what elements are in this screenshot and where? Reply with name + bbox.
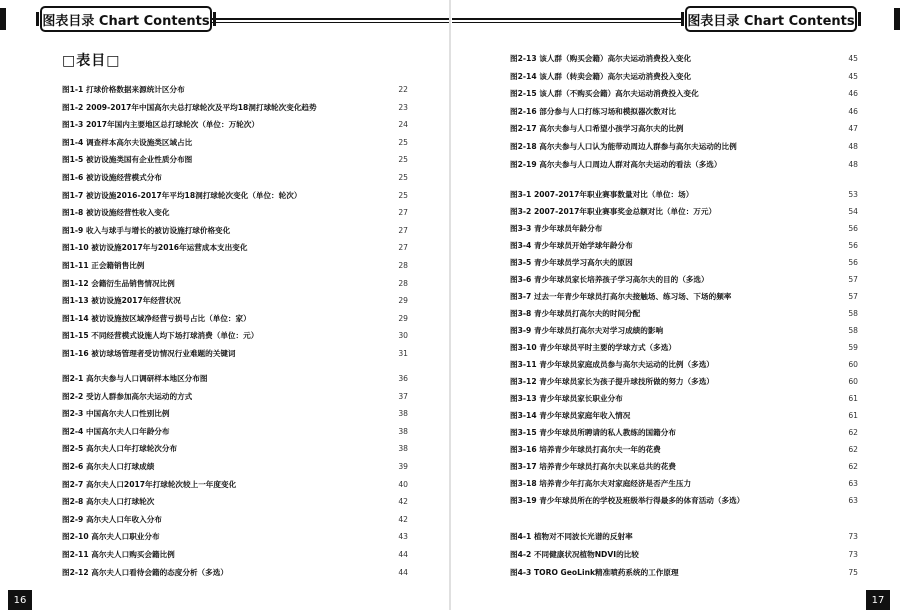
toc-entry-title: 图2-1 高尔夫参与人口调研样本地区分布图	[62, 374, 208, 383]
toc-entry[interactable]	[510, 460, 858, 474]
toc-entry-page: 25	[398, 137, 408, 147]
toc-entry-title: 图1-4 调查样本高尔夫设施类区域占比	[62, 137, 193, 147]
toc-entry-title: 图2-12 高尔夫人口看待会籍的态度分析（多选）	[62, 567, 228, 577]
toc-entry-title: 图3-19 青少年球员所在的学校及班级举行得最多的体育活动（多选）	[510, 496, 745, 505]
toc-entry-title: 图2-15 该人群（不购买会籍）高尔夫运动消费投入变化	[510, 89, 699, 99]
toc-entry-title: 图1-6 被访设施经营模式分布	[62, 173, 162, 182]
toc-entry[interactable]	[510, 290, 858, 304]
toc-entry-title: 图1-1 打球价格数据来源统计区分布	[62, 85, 185, 94]
toc-entry-title: 图2-17 高尔夫参与人口希望小孩学习高尔夫的比例	[510, 124, 684, 134]
toc-entry[interactable]	[510, 409, 858, 423]
toc-entry-title: 图1-7 被访设施2016-2017年平均18洞打球轮次变化（单位：轮次）	[62, 190, 302, 200]
toc-entry-title: 图3-8 青少年球员打高尔夫的时间分配	[510, 309, 641, 318]
toc-entry-title: 图4-1 植物对不同波长光谱的反射率	[510, 532, 633, 541]
toc-entry[interactable]	[510, 443, 858, 457]
toc-entry-page: 60	[848, 377, 858, 386]
header-rule-right-thin	[452, 22, 684, 23]
toc-entry-title: 图1-13 被访设施2017年经营状况	[62, 296, 181, 306]
toc-entry-title: 图1-5 被访设施类国有企业性质分布图	[62, 155, 193, 165]
toc-entry[interactable]	[510, 256, 858, 270]
toc-entry[interactable]	[62, 372, 408, 386]
toc-entry-page: 73	[848, 532, 858, 541]
toc-entry-page: 37	[398, 391, 408, 401]
toc-entry[interactable]	[510, 307, 858, 321]
header-corner-right	[894, 8, 900, 30]
toc-entry[interactable]	[62, 101, 408, 115]
toc-entry[interactable]	[510, 273, 858, 287]
toc-entry-title: 图1-8 被访设施经营性收入变化	[62, 208, 170, 218]
toc-entry-title: 图3-3 青少年球员年龄分布	[510, 224, 603, 233]
toc-entry-title: 图3-17 培养青少年球员打高尔夫以来总共的花费	[510, 462, 676, 471]
header-banner-right: 图表目录 Chart Contents	[685, 6, 857, 32]
toc-entry-title: 图1-15 不同经营模式设施人均下场打球消费（单位：元）	[62, 331, 259, 341]
toc-entry-page: 38	[398, 426, 408, 436]
toc-entry-title: 图2-3 中国高尔夫人口性别比例	[62, 409, 170, 419]
toc-entry-page: 27	[398, 243, 408, 253]
toc-entry-title: 图3-1 2007-2017年职业赛事数量对比（单位：场）	[510, 190, 694, 199]
toc-entry-page: 38	[398, 444, 408, 454]
toc-entry[interactable]	[510, 392, 858, 406]
toc-entry-page: 47	[848, 124, 858, 134]
toc-entry[interactable]	[510, 188, 858, 202]
toc-entry[interactable]	[62, 83, 408, 97]
toc-entry-title: 图4-3 TORO GeoLink精准喷药系统的工作原理	[510, 568, 679, 577]
toc-entry[interactable]	[510, 105, 858, 119]
toc-entry-page: 29	[398, 313, 408, 323]
header-corner-left	[0, 8, 6, 30]
toc-entry-title: 图2-9 高尔夫人口年收入分布	[62, 514, 162, 524]
toc-entry[interactable]	[62, 224, 408, 238]
toc-entry-title: 图1-12 会籍衍生品销售情况比例	[62, 278, 175, 288]
toc-entry-page: 61	[848, 411, 858, 420]
toc-entry-page: 27	[398, 225, 408, 235]
toc-entry[interactable]	[62, 442, 408, 456]
toc-entry-page: 22	[398, 85, 408, 94]
toc-entry-title: 图3-9 青少年球员打高尔夫对学习成绩的影响	[510, 326, 664, 335]
toc-entry-page: 56	[848, 258, 858, 267]
toc-entry-page: 25	[398, 173, 408, 182]
toc-entry-title: 图1-9 收入与球手与增长的被访设施打球价格变化	[62, 225, 231, 235]
toc-entry-page: 56	[848, 224, 858, 233]
toc-entry-title: 图3-5 青少年球员学习高尔夫的原因	[510, 258, 633, 267]
toc-entry[interactable]	[62, 259, 408, 273]
toc-entry-title: 图2-8 高尔夫人口打球轮次	[62, 497, 155, 507]
toc-entry-page: 39	[398, 462, 408, 471]
toc-entry[interactable]	[62, 171, 408, 185]
toc-entry[interactable]	[62, 390, 408, 404]
toc-entry-title: 图2-7 高尔夫人口2017年打球轮次较上一年度变化	[62, 479, 237, 489]
toc-entry-page: 54	[848, 207, 858, 216]
toc-entry-page: 75	[848, 568, 858, 577]
toc-entry[interactable]	[62, 566, 408, 580]
toc-entry-page: 23	[398, 102, 408, 112]
toc-entry[interactable]	[510, 358, 858, 372]
toc-entry-page: 57	[848, 292, 858, 301]
toc-entry[interactable]	[62, 460, 408, 474]
toc-entry-title: 图1-3 2017年国内主要地区总打球轮次（单位：万轮次）	[62, 120, 259, 130]
toc-entry-title: 图3-4 青少年球员开始学球年龄分布	[510, 241, 633, 250]
toc-entry-page: 62	[848, 462, 858, 471]
toc-entry-page: 62	[848, 445, 858, 454]
toc-entry-title: 图2-2 受访人群参加高尔夫运动的方式	[62, 391, 193, 401]
toc-entry[interactable]	[510, 52, 858, 66]
toc-entry-title: 图3-7 过去一年青少年球员打高尔夫接触场、练习场、下场的频率	[510, 292, 732, 301]
page-number-right: 17	[866, 590, 890, 610]
toc-entry[interactable]	[62, 347, 408, 361]
toc-entry-title: 图1-14 被访设施按区域净经营亏损号占比（单位：家）	[62, 313, 251, 323]
toc-entry-title: 图1-10 被访设施2017年与2016年运营成本支出变化	[62, 243, 248, 253]
toc-entry[interactable]	[62, 329, 408, 343]
toc-entry[interactable]	[62, 136, 408, 150]
toc-entry[interactable]	[62, 478, 408, 492]
toc-entry[interactable]	[510, 548, 858, 562]
toc-entry-page: 28	[398, 261, 408, 270]
toc-entry[interactable]	[510, 477, 858, 491]
toc-entry[interactable]	[62, 407, 408, 421]
toc-entry[interactable]	[62, 277, 408, 291]
toc-entry-title: 图2-11 高尔夫人口购买会籍比例	[62, 550, 175, 559]
toc-entry-page: 44	[398, 550, 408, 559]
toc-entry-page: 60	[848, 360, 858, 369]
toc-entry-page: 48	[848, 142, 858, 151]
toc-entry-title: 图2-13 该人群（购买会籍）高尔夫运动消费投入变化	[510, 54, 692, 63]
page-title: □表目□	[62, 53, 121, 69]
toc-entry[interactable]	[510, 426, 858, 440]
toc-entry-page: 45	[848, 71, 858, 81]
toc-entry[interactable]	[510, 222, 858, 236]
toc-entry[interactable]	[62, 495, 408, 509]
toc-entry[interactable]	[62, 206, 408, 220]
toc-entry-page: 29	[398, 296, 408, 306]
toc-entry-page: 24	[398, 120, 408, 130]
toc-entry[interactable]	[62, 118, 408, 132]
toc-entry-page: 57	[848, 275, 858, 284]
toc-entry-title: 图3-16 培养青少年球员打高尔夫一年的花费	[510, 445, 661, 454]
toc-entry-page: 28	[398, 278, 408, 288]
toc-entry-page: 43	[398, 532, 408, 542]
toc-entry-page: 44	[398, 567, 408, 577]
toc-entry[interactable]	[62, 548, 408, 562]
toc-entry-title: 图3-18 培养青少年打高尔夫对家庭经济是否产生压力	[510, 479, 692, 488]
toc-entry-title: 图4-2 不同健康状况植物NDVI的比较	[510, 550, 639, 559]
toc-entry[interactable]	[510, 494, 858, 508]
toc-entry-page: 40	[398, 479, 408, 489]
toc-entry[interactable]	[510, 205, 858, 219]
toc-entry-title: 图2-6 高尔夫人口打球成绩	[62, 462, 155, 471]
header-rule-left	[212, 18, 449, 20]
toc-entry-page: 42	[398, 497, 408, 507]
toc-entry[interactable]	[510, 70, 858, 84]
toc-entry-page: 25	[398, 190, 408, 200]
toc-entry-title: 图3-12 青少年球员家长为孩子提升球技所做的努力（多选）	[510, 377, 714, 386]
toc-entry-page: 58	[848, 326, 858, 335]
page-fold	[449, 0, 451, 610]
toc-entry-title: 图1-16 被访球场管理者受访情况行业难题的关键词	[62, 349, 236, 358]
toc-entry-title: 图2-10 高尔夫人口职业分布	[62, 532, 160, 542]
toc-entry[interactable]	[510, 375, 858, 389]
toc-entry[interactable]	[510, 530, 858, 544]
toc-entry-title: 图2-16 部分参与人口打练习场和模拟器次数对比	[510, 106, 676, 116]
toc-entry-page: 56	[848, 241, 858, 250]
toc-entry-page: 53	[848, 190, 858, 199]
toc-entry-page: 46	[848, 106, 858, 116]
toc-entry-title: 图2-4 中国高尔夫人口年龄分布	[62, 426, 170, 436]
header-rule-right	[452, 18, 684, 20]
toc-entry[interactable]	[510, 87, 858, 101]
toc-entry-page: 61	[848, 394, 858, 403]
toc-entry-page: 48	[848, 159, 858, 169]
header-banner-left: 图表目录 Chart Contents	[40, 6, 212, 32]
toc-entry-page: 36	[398, 374, 408, 383]
toc-entry-title: 图3-13 青少年球员家长职业分布	[510, 394, 623, 403]
toc-entry[interactable]	[62, 189, 408, 203]
toc-entry-page: 73	[848, 550, 858, 559]
toc-entry-title: 图3-2 2007-2017年职业赛事奖金总额对比（单位：万元）	[510, 207, 717, 216]
toc-entry-title: 图3-6 青少年球员家长培养孩子学习高尔夫的目的（多选）	[510, 275, 709, 284]
toc-entry-page: 30	[398, 331, 408, 341]
toc-entry-page: 42	[398, 514, 408, 524]
toc-entry[interactable]	[62, 513, 408, 527]
toc-entry-page: 63	[848, 496, 858, 505]
toc-entry[interactable]	[62, 153, 408, 167]
toc-entry-title: 图1-2 2009-2017年中国高尔夫总打球轮次及平均18洞打球轮次变化趋势	[62, 102, 317, 112]
toc-entry-page: 58	[848, 309, 858, 318]
toc-entry[interactable]	[62, 241, 408, 255]
toc-entry-page: 27	[398, 208, 408, 218]
toc-entry[interactable]	[510, 324, 858, 338]
page-number-left: 16	[8, 590, 32, 610]
toc-entry[interactable]	[62, 530, 408, 544]
toc-entry-page: 59	[848, 343, 858, 352]
toc-entry-page: 38	[398, 409, 408, 419]
toc-entry[interactable]	[62, 312, 408, 326]
toc-entry-page: 62	[848, 428, 858, 437]
toc-entry[interactable]	[510, 341, 858, 355]
toc-entry-title: 图3-14 青少年球员家庭年收入情况	[510, 411, 631, 420]
header-rule-left-thin	[212, 22, 449, 23]
toc-entry-title: 图2-5 高尔夫人口年打球轮次分布	[62, 444, 178, 454]
toc-entry[interactable]	[510, 140, 858, 154]
toc-entry[interactable]	[62, 294, 408, 308]
toc-entry-page: 31	[398, 349, 408, 358]
toc-entry-title: 图3-10 青少年球员平时主要的学球方式（多选）	[510, 343, 676, 352]
toc-entry-title: 图3-11 青少年球员家庭成员参与高尔夫运动的比例（多选）	[510, 360, 714, 369]
toc-entry[interactable]	[510, 239, 858, 253]
toc-entry[interactable]	[510, 566, 858, 580]
toc-entry-page: 25	[398, 155, 408, 165]
toc-entry-title: 图2-14 该人群（转卖会籍）高尔夫运动消费投入变化	[510, 71, 692, 81]
toc-entry[interactable]	[510, 158, 858, 172]
toc-entry-title: 图1-11 正会籍销售比例	[62, 261, 145, 270]
toc-entry-page: 63	[848, 479, 858, 488]
toc-entry[interactable]	[62, 425, 408, 439]
toc-entry-title: 图3-15 青少年球员所聘请的私人教练的国籍分布	[510, 428, 676, 437]
toc-entry-title: 图2-19 高尔夫参与人口周边人群对高尔夫运动的看法（多选）	[510, 159, 722, 169]
toc-entry-page: 45	[848, 54, 858, 63]
toc-entry-title: 图2-18 高尔夫参与人口认为能带动周边人群参与高尔夫运动的比例	[510, 142, 737, 151]
toc-entry[interactable]	[510, 122, 858, 136]
toc-entry-page: 46	[848, 89, 858, 99]
